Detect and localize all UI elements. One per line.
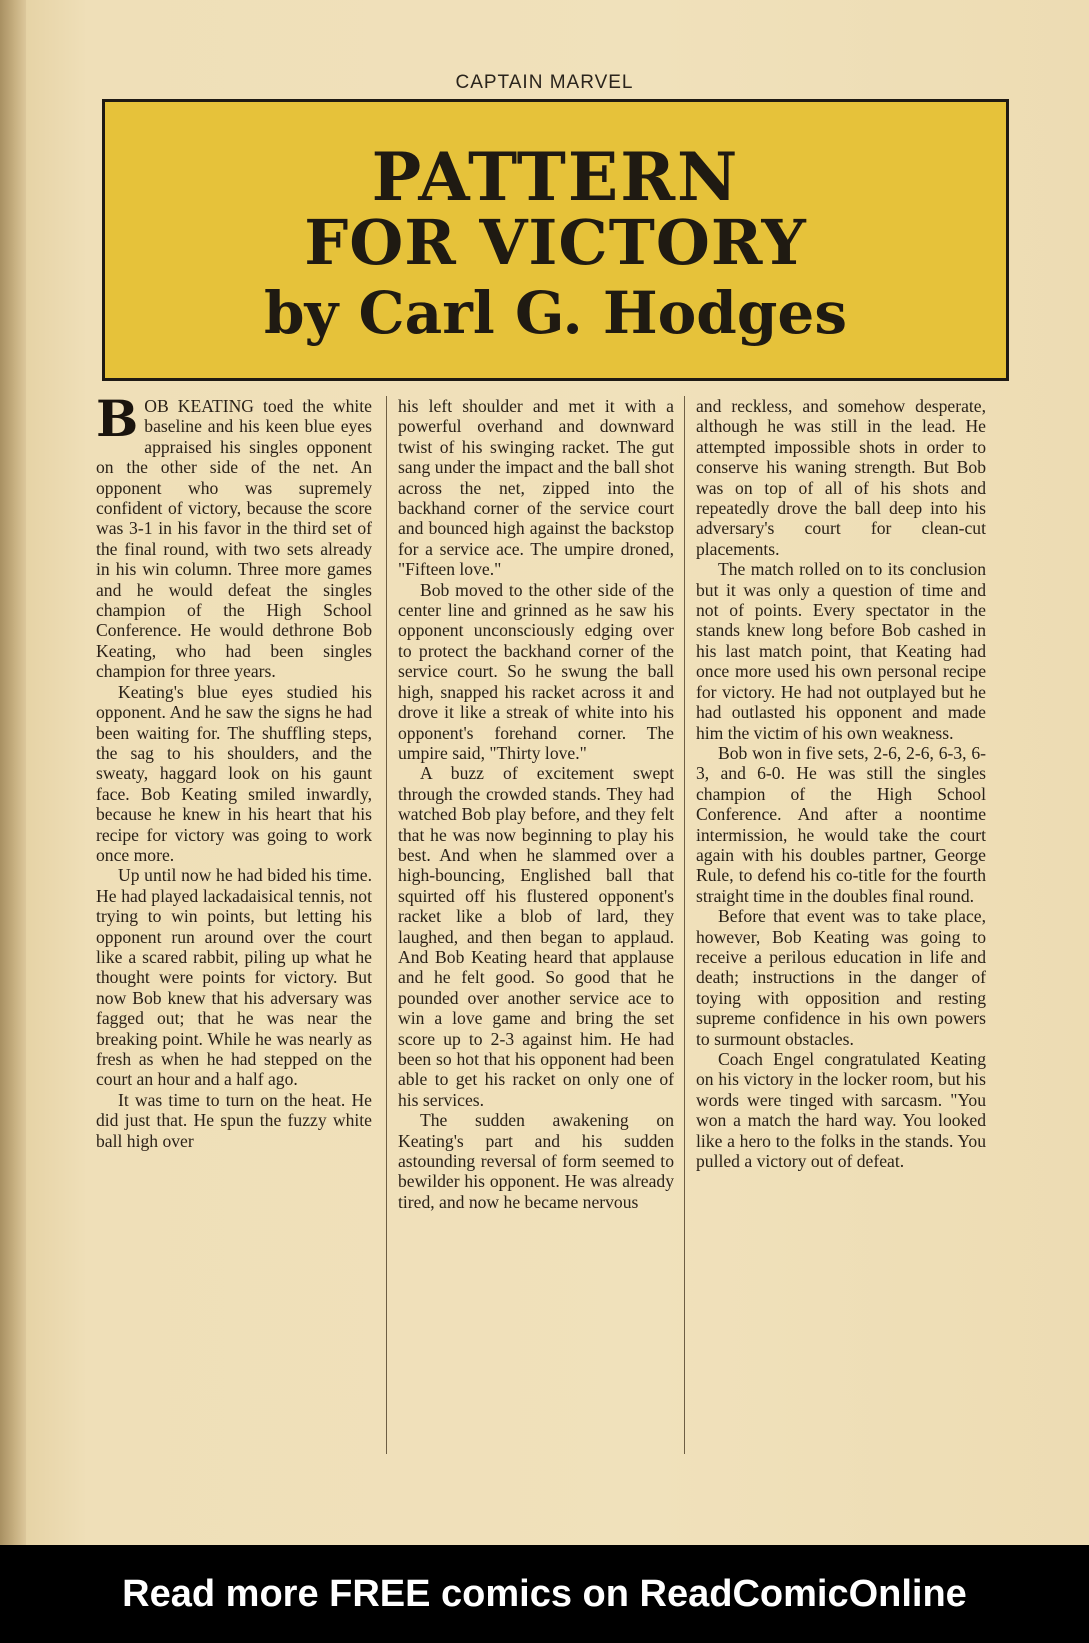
title-line-2: FOR VICTORY [304,206,807,279]
title-box [102,99,1009,381]
paragraph: It was time to turn on the heat. He did just that. He spun the fuzzy white ball high over [96,1089,372,1151]
story-column-1 [96,396,372,1454]
paragraph: Bob won in five sets, 2-6, 2-6, 6-3, 6-3, and 6-0. He was still the singles champion of the High School Conference. And after a noontime intermission, he would take the court again with his doubles partner, George Rule, to defend his co-title for the fourth straight time in the doubles final round. [696,742,986,906]
paragraph: Up until now he had bided his time. He had played lackadaisical tennis, not trying to win points, but letting his opponent run around over the court like a scared rabbit, piling up what he thought were points for victory. But now Bob knew that his adversary was fagged out; that he was near the breaking point. While he was nearly as fresh as when he had stepped on the court an hour and a half ago. [96,865,372,1090]
paragraph: The match rolled on to its conclusion but it was only a question of time and not of points. Every spectator in the stands knew long before Bob cashed in his last match point, that Keating had once more used his own personal recipe for victory. He had not outplayed but he had outlasted his opponent and made him the victim of his own weakness. [696,559,986,743]
page-spine-shadow [0,0,26,1545]
paragraph: Before that event was to take place, however, Bob Keating was going to receive a perilous education in life and death; instructions in the danger of toying with opposition and resting supreme confidence in his own powers to surmount obstacles. [696,906,986,1049]
column-divider [684,396,685,1454]
story-column-3 [696,396,986,1454]
title-line-1: PATTERN [371,138,740,216]
paragraph: Bob moved to the other side of the center line and grinned as he saw his opponent unconsciously edging over to protect the backhand corner of the service court. So he swung the ball high, snapped his racket across it and drove it like a streak of white into his opponent's forehand corner. The umpire said, "Thirty love." [398,579,674,763]
paragraph: Coach Engel congratulated Keating on his victory in the locker room, but his words were tinged with sarcasm. "You won a match the hard way. You looked like a hero to the folks in the stands. You pulled a victory out of defeat. [696,1049,986,1172]
paragraph: his left shoulder and met it with a powerful overhand and downward twist of his swinging racket. The gut sang under the impact and the ball shot across the net, zipped into the backhand corner of the service court and bounced high against the backstop for a service ace. The umpire droned, "Fifteen love." [398,396,674,580]
running-head: CAPTAIN MARVEL [455,72,634,93]
paragraph: and reckless, and somehow desperate, although he was still in the lead. He attempted impossible shots in order to conserve his waning strength. But Bob was on top of all of his shots and repeatedly drove the ball deep into his adversary's court for clean-cut placements. [696,396,986,559]
paragraph-text: OB KEATING toed the white baseline and his keen blue eyes appraised his singles opponent on the other side of the net. An opponent who was supremely confident of victory, because the score was 3-1 in his favor in the third set of the final round, with two sets already in his win column. Three more games and he would defeat the singles champion of the High School Conference. He would dethrone Bob Keating, who had been singles champion for three years. [96,396,372,682]
story-column-2 [398,396,674,1454]
column-divider [386,396,387,1454]
paragraph [96,396,372,682]
drop-cap: B [96,396,139,448]
story-columns [96,396,996,1454]
byline: by Carl G. Hodges [264,279,847,347]
promo-banner[interactable]: Read more FREE comics on ReadComicOnline [0,1545,1089,1643]
paragraph: The sudden awakening on Keating's part and his sudden astounding reversal of form seemed to bewilder his opponent. He was already tired, and now he became nervous [398,1110,674,1212]
paragraph: Keating's blue eyes studied his opponent. And he saw the signs he had been waiting for. The shuffling steps, the sag to his shoulders, and the sweaty, haggard look on his gaunt face. Bob Keating smiled inwardly, because he knew in his heart that his recipe for victory was going to work once more. [96,681,372,865]
paragraph: A buzz of excitement swept through the crowded stands. They had watched Bob play before, and they felt that he was now beginning to play his best. And when he slammed over a high-bouncing, Englished ball that squirted off his flustered opponent's racket like a blob of lard, they laughed, and then began to applaud. And Bob Keating heard that applause and he felt good. So good that he pounded over another service ace to win a love game and bring the set score up to 2-3 against him. He had been so hot that his opponent had been able to get his racket on only one of his services. [398,763,674,1110]
